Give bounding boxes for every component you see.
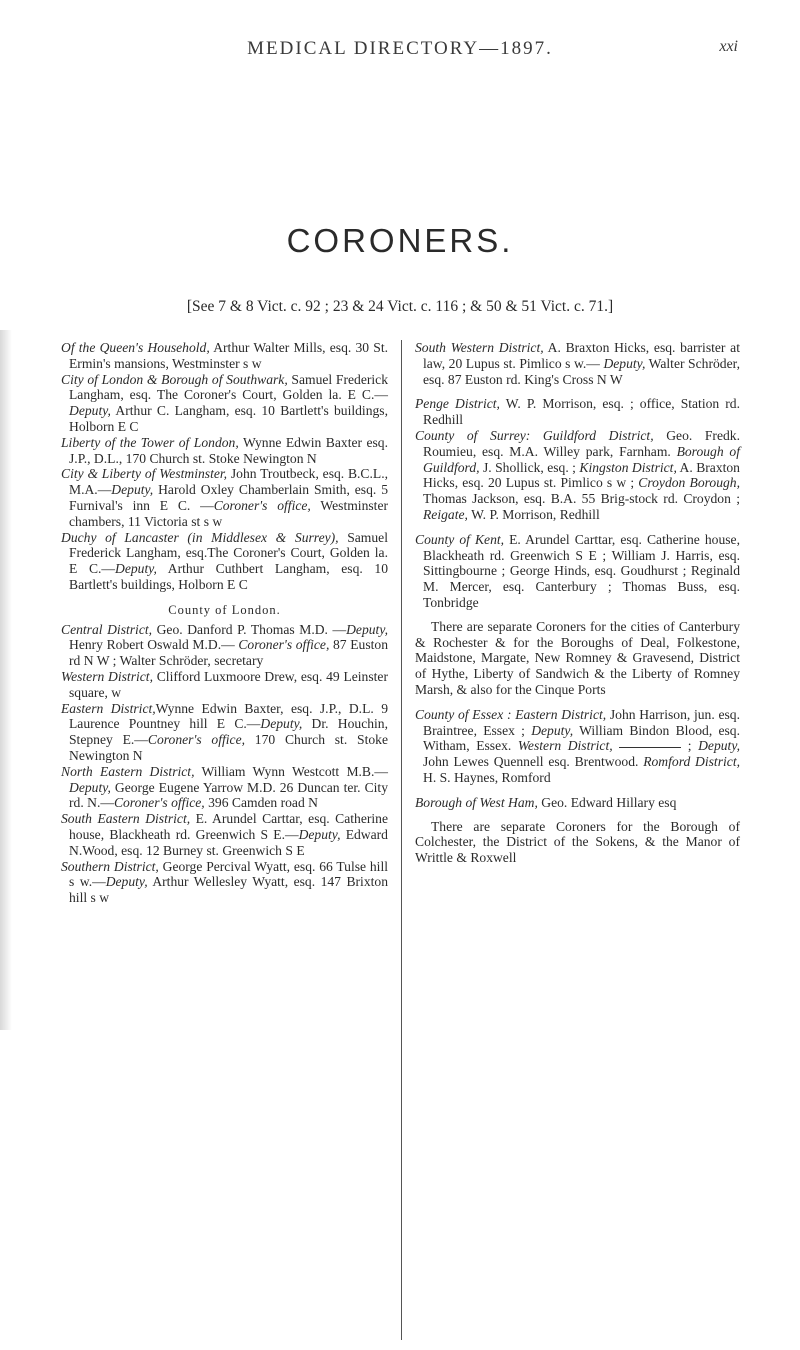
- entry-text: ;: [681, 738, 699, 754]
- entry-text: William Bindon Blood, esq. Witham, Essex.: [423, 722, 740, 754]
- entry-county-of-kent: [415, 532, 740, 611]
- district-label: Western District,: [517, 738, 613, 754]
- deputy-label: Deputy,: [105, 874, 148, 890]
- entry-text: A. Braxton Hicks, esq. 20 Lupus st. Pimlico s w ;: [423, 459, 740, 491]
- entry-text: Harold Oxley Chamberlain Smith, esq. 5 Furnival's inn E C. —: [69, 482, 388, 513]
- entry-heading: Liberty of the Tower of London,: [61, 434, 239, 450]
- entry-text: John Troutbeck, esq. B.C.L., M.A.—: [69, 466, 388, 498]
- note-kent-separate-coroners: There are separate Coroners for the cities of Canterbury & Rochester & for the Boroughs of Deal, Folkestone, Maidstone, Margate, New Romney & Gravesend, District of Hythe, Liberty of Sandwich & the Liberty of Romney Marsh, & also for the Cinque Ports: [415, 618, 740, 697]
- entry-text: George Percival Wyatt, esq. 66 Tulse hill s w.—: [69, 858, 388, 890]
- entry-heading: South Eastern District,: [61, 811, 191, 827]
- district-label: Reigate,: [423, 506, 468, 522]
- entry-text: J. Shollick, esq. ;: [479, 459, 580, 475]
- entry-text: Samuel Frederick Langham, esq.The Coroner's Court, Golden la. E C.—: [69, 529, 388, 577]
- entry-text: William Wynn Westcott M.B.—: [194, 763, 388, 779]
- entry-western-district: [61, 669, 388, 701]
- entry-heading: County of Surrey: Guildford District,: [415, 427, 654, 443]
- entry-heading: County of Essex : Eastern District,: [415, 706, 607, 722]
- entry-text: E. Arundel Carttar, esq. Catherine house, Blackheath rd. Greenwich S E ; William J. Harris, esq. Sittingbourne ; George Hinds, esq. Goudhurst ; Reginald M. Mercer, esq. Canterbury ; Thomas Buss, esq. Tonbridge: [423, 531, 740, 610]
- deputy-label: Deputy,: [298, 826, 341, 842]
- entry-heading: City of London & Borough of Southwark,: [61, 371, 288, 387]
- district-label: Kingston District,: [579, 459, 677, 475]
- deputy-label: Deputy,: [531, 722, 574, 738]
- statute-reference: [See 7 & 8 Vict. c. 92 ; 23 & 24 Vict. c. 116 ; & 50 & 51 Vict. c. 71.]: [186, 298, 614, 315]
- district-label: Romford District,: [643, 754, 740, 770]
- entry-text: George Eugene Yarrow M.D. 26 Duncan ter. City rd. N.—: [69, 779, 388, 811]
- coroners-office-label: Coroner's office,: [238, 637, 330, 653]
- deputy-label: Deputy,: [115, 561, 157, 577]
- entry-heading: Southern District,: [61, 858, 159, 874]
- entry-text: 396 Camden road N: [204, 795, 318, 811]
- deputy-label: Deputy,: [260, 716, 303, 732]
- coroners-office-label: Coroner's office,: [213, 497, 311, 513]
- entry-eastern-district: [61, 701, 388, 764]
- entry-heading: Penge District,: [415, 396, 500, 412]
- coroners-office-label: Coroner's office,: [113, 795, 205, 811]
- section-subheading: County of London.: [168, 602, 281, 617]
- blank-rule: [619, 747, 681, 748]
- entry-text: Clifford Luxmoore Drew, esq. 49 Leinster square, w: [69, 668, 388, 700]
- entry-heading: Duchy of Lancaster (in Middlesex & Surrey),: [61, 529, 339, 545]
- entry-southern-district: [61, 859, 388, 906]
- entry-westminster: [61, 466, 388, 529]
- deputy-label: Deputy,: [698, 738, 741, 754]
- deputy-label: Deputy,: [69, 403, 111, 419]
- entry-heading: Western District,: [61, 668, 153, 684]
- entry-text: W. P. Morrison, esq. ; office, Station rd. Redhill: [423, 396, 740, 428]
- district-label: Borough of Guildford,: [423, 443, 740, 475]
- entry-text: Samuel Frederick Langham, esq. The Coroner's Court, Golden la. E C.—: [69, 371, 388, 403]
- entry-duchy-of-lancaster: [61, 530, 388, 593]
- entry-text: Thomas Jackson, esq. B.A. 55 Brig-stock rd. Croydon ;: [423, 491, 740, 507]
- column-divider: [401, 340, 402, 1340]
- coroners-office-label: Coroner's office,: [147, 732, 246, 748]
- note-essex-separate-coroners: There are separate Coroners for the Borough of Colchester, the District of the Sokens, & the Manor of Writtle & Roxwell: [415, 818, 740, 866]
- entry-text: Arthur Cuthbert Langham, esq. 10 Bartlett's buildings, Holborn E C: [69, 561, 388, 592]
- deputy-label: Deputy,: [111, 482, 154, 498]
- entry-text: 170 Church st. Stoke Newington N: [69, 732, 388, 763]
- entry-text: Wynne Edwin Baxter esq. J.P., D.L., 170 Church st. Stoke Newington N: [69, 434, 389, 466]
- entry-heading: Borough of West Ham,: [415, 794, 538, 810]
- entry-text: Walter Schröder, esq. 87 Euston rd. King's Cross N W: [423, 355, 740, 387]
- entry-text: W. P. Morrison, Redhill: [467, 506, 600, 522]
- entry-text: Geo. Fredk. Roumieu, esq. M.A. Willey park, Farnham.: [423, 427, 740, 459]
- entry-central-district: [61, 622, 388, 669]
- running-head: [0, 38, 800, 68]
- entry-heading: City & Liberty of Westminster,: [61, 466, 228, 482]
- entry-county-of-surrey: [415, 428, 740, 523]
- entry-heading: South Western District,: [415, 340, 544, 355]
- entry-text: Arthur Wellesley Wyatt, esq. 147 Brixton hill s w: [69, 874, 388, 906]
- page-number: xxi: [719, 38, 738, 55]
- entry-west-ham: [415, 795, 740, 811]
- entry-county-of-essex: [415, 707, 740, 786]
- entry-heading: County of Kent,: [415, 531, 505, 547]
- entry-text: Geo. Danford P. Thomas M.D. —: [152, 621, 347, 637]
- entry-penge-district: [415, 396, 740, 428]
- entry-text: John Harrison, jun. esq. Braintree, Essex ;: [423, 706, 740, 738]
- entry-text: Edward N.Wood, esq. 12 Burney st. Greenwich S E: [69, 826, 388, 858]
- entry-text: Arthur Walter Mills, esq. 30 St. Ermin's mansions, Westminster s w: [69, 340, 389, 371]
- deputy-label: Deputy,: [603, 355, 646, 371]
- entry-text: John Lewes Quennell esq. Brentwood.: [423, 754, 644, 770]
- deputy-label: Deputy,: [69, 779, 111, 795]
- page-edge-shadow: [0, 330, 12, 1030]
- page-title: CORONERS.: [286, 222, 514, 259]
- entry-text: Geo. Edward Hillary esq: [537, 794, 677, 810]
- district-label: Croydon Borough,: [638, 475, 740, 491]
- entry-text: H. S. Haynes, Romford: [423, 769, 551, 785]
- entry-text: Westminster chambers, 11 Victoria st s w: [69, 497, 388, 529]
- entry-text: Arthur C. Langham, esq. 10 Bartlett's buildings, Holborn E C: [69, 403, 388, 434]
- deputy-label: Deputy,: [346, 621, 388, 637]
- entry-heading: Of the Queen's Household,: [61, 340, 210, 355]
- running-head-title: MEDICAL DIRECTORY—1897.: [247, 38, 553, 59]
- entry-queens-household: [61, 340, 388, 372]
- entry-liberty-of-tower: [61, 435, 388, 467]
- entry-south-eastern-district: [61, 811, 388, 858]
- entry-text: E. Arundel Carttar, esq. Catherine house, Blackheath rd. Greenwich S E.—: [69, 811, 388, 842]
- entry-text: 87 Euston rd N W ; Walter Schröder, secretary: [69, 637, 388, 669]
- entry-text: A. Braxton Hicks, esq. barrister at law, 20 Lupus st. Pimlico s w.—: [423, 340, 740, 371]
- right-column: [415, 340, 740, 866]
- entry-city-of-london: [61, 372, 388, 435]
- left-column: [61, 340, 388, 906]
- entry-south-western-district: [415, 340, 740, 387]
- entry-north-eastern-district: [61, 764, 388, 811]
- entry-heading: Eastern District,: [61, 700, 156, 716]
- entry-heading: North Eastern District,: [61, 763, 195, 779]
- entry-text: Henry Robert Oswald M.D.—: [69, 637, 239, 653]
- entry-text: Dr. Houchin, Stepney E.—: [69, 716, 388, 748]
- entry-text: Wynne Edwin Baxter, esq. J.P., D.L. 9 Laurence Pountney hill E C.—: [69, 700, 388, 732]
- entry-heading: Central District,: [61, 621, 153, 637]
